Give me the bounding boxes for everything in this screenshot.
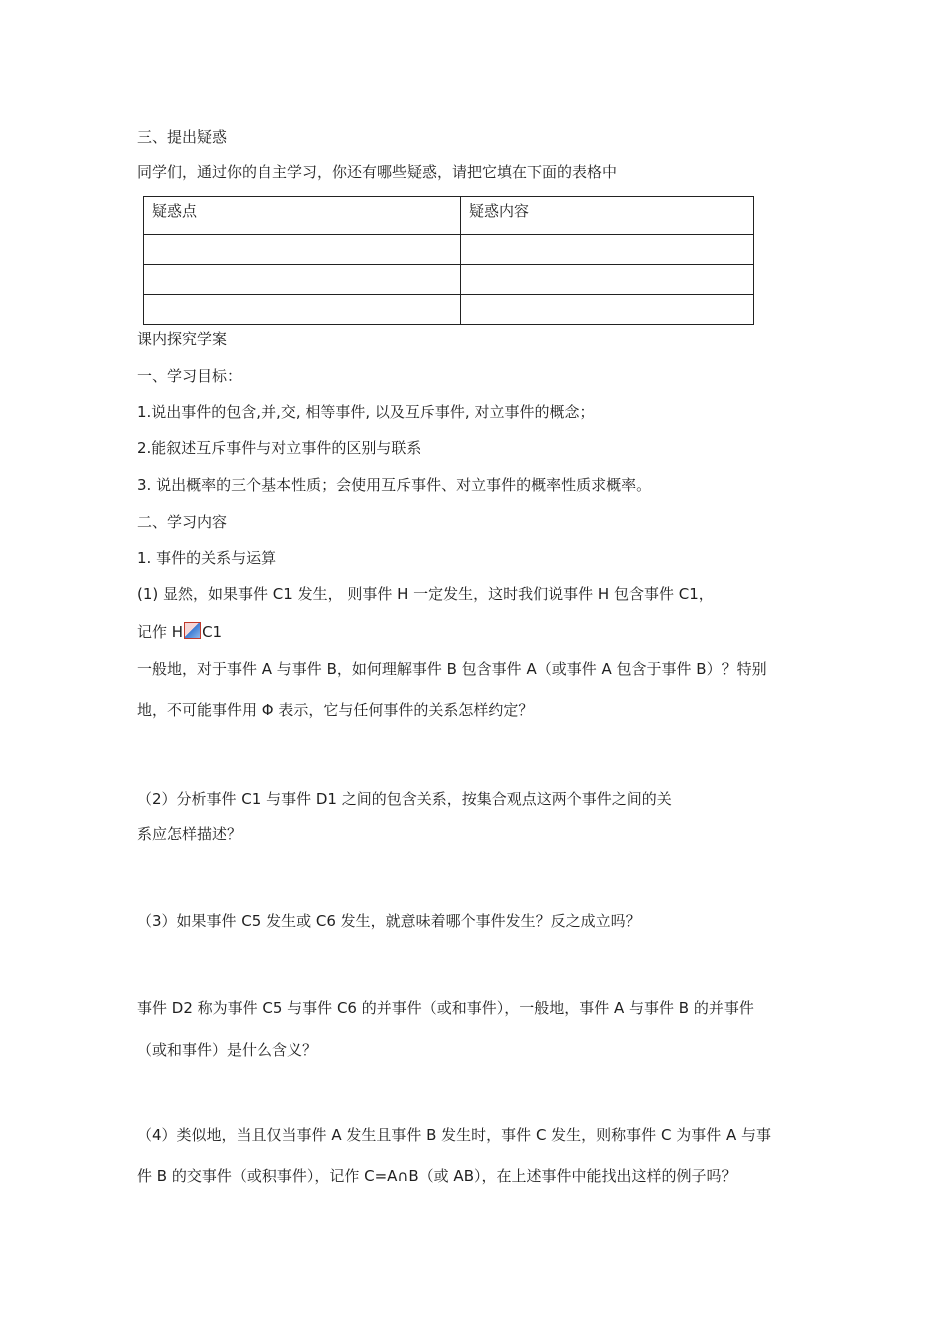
notation-suffix: C1 (202, 623, 223, 641)
contains-symbol-icon (184, 622, 201, 639)
lesson-title: 课内探究学案 (137, 330, 228, 348)
question-1-followup-line-1: 一般地，对于事件 A 与事件 B，如何理解事件 B 包含事件 A（或事件 A 包含于事件 B）？特别 (137, 660, 767, 678)
question-4-line-2: 件 B 的交事件（或积事件），记作 C=A∩B（或 AB），在上述事件中能找出这样的例子吗？ (137, 1167, 737, 1185)
table-cell[interactable] (144, 265, 461, 295)
question-2-line-2: 系应怎样描述？ (137, 825, 243, 843)
goal-3: 3. 说出概率的三个基本性质；会使用互斥事件、对立事件的概率性质求概率。 (137, 476, 652, 494)
table-cell[interactable] (144, 235, 461, 265)
table-cell[interactable] (461, 265, 754, 295)
table-row (144, 235, 754, 265)
table-cell[interactable] (461, 295, 754, 325)
table-cell[interactable] (461, 235, 754, 265)
topic-1: 1. 事件的关系与运算 (137, 549, 277, 567)
goal-1: 1.说出事件的包含,并,交, 相等事件, 以及互斥事件, 对立事件的概念； (137, 403, 595, 421)
doubts-intro: 同学们，通过你的自主学习，你还有哪些疑惑，请把它填在下面的表格中 (137, 163, 618, 181)
goal-2: 2.能叙述互斥事件与对立事件的区别与联系 (137, 439, 422, 457)
table-row (144, 265, 754, 295)
notation-prefix: 记作 H (137, 623, 184, 641)
table-header-cell: 疑惑点 (144, 197, 461, 235)
question-4-line-1: （4）类似地，当且仅当事件 A 发生且事件 B 发生时，事件 C 发生，则称事件 C 为事件 A 与事 (137, 1126, 771, 1144)
question-1-followup-line-2: 地，不可能事件用 Φ 表示，它与任何事件的关系怎样约定？ (137, 701, 534, 719)
question-2-line-1: （2）分析事件 C1 与事件 D1 之间的包含关系，按集合观点这两个事件之间的关 (137, 790, 672, 808)
content-heading: 二、学习内容 (137, 513, 228, 531)
question-1-line-1: (1) 显然，如果事件 C1 发生， 则事件 H 一定发生，这时我们说事件 H 包含事件 C1， (137, 585, 714, 603)
table-row (144, 295, 754, 325)
doubts-table (143, 196, 754, 325)
table-header-row (144, 197, 754, 235)
section-heading-doubts: 三、提出疑惑 (137, 128, 228, 146)
goals-heading: 一、学习目标： (137, 367, 243, 385)
question-1-line-2 (137, 622, 222, 642)
union-line-2: （或和事件）是什么含义？ (137, 1041, 318, 1059)
union-line-1: 事件 D2 称为事件 C5 与事件 C6 的并事件（或和事件），一般地，事件 A 与事件 B 的并事件 (137, 999, 754, 1017)
table-cell[interactable] (144, 295, 461, 325)
table-header-cell: 疑惑内容 (461, 197, 754, 235)
question-3: （3）如果事件 C5 发生或 C6 发生，就意味着哪个事件发生？反之成立吗？ (137, 912, 641, 930)
